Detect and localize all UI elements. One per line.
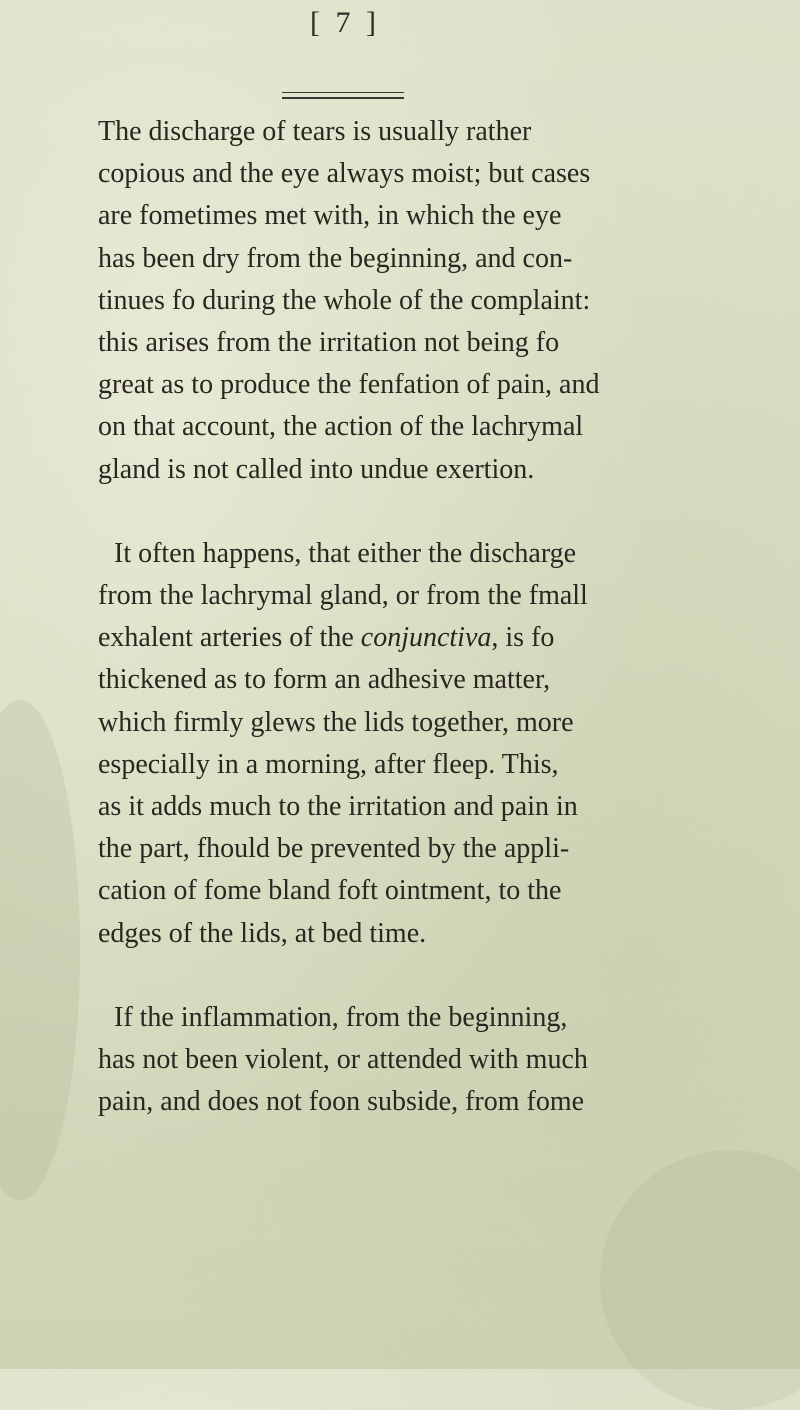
text-fragment: , is fo: [491, 622, 555, 654]
text-line: are fometimes met with, in which the eye: [98, 200, 562, 232]
paragraph-gap: [98, 955, 738, 997]
paragraph-3: [98, 997, 738, 1124]
text-line: as it adds much to the irritation and pain in: [98, 791, 578, 823]
text-line: pain, and does not foon subside, from fome: [98, 1086, 585, 1118]
paragraph-2: [98, 533, 738, 955]
text-line: especially in a morning, after fleep. This,: [98, 748, 559, 780]
text-line: from the lachrymal gland, or from the fmall: [98, 580, 588, 612]
text-line: this arises from the irritation not being fo: [98, 327, 560, 359]
text-fragment: exhalent arteries of the: [98, 622, 361, 654]
text-line: has not been violent, or attended with much: [98, 1044, 588, 1076]
text-line: which firmly glews the lids together, more: [98, 706, 574, 738]
text-line: [98, 617, 738, 659]
text-line: has been dry from the beginning, and con-: [98, 242, 573, 274]
page-number: [ 7 ]: [310, 6, 380, 39]
paper-stain: [600, 1150, 800, 1410]
text-line: The discharge of tears is usually rather: [98, 116, 532, 147]
text-line: edges of the lids, at bed time.: [98, 917, 427, 949]
text-line: on that account, the action of the lachrymal: [98, 411, 584, 443]
paper-stain: [0, 700, 80, 1200]
text-line: copious and the eye always moist; but cases: [98, 158, 591, 190]
text-line: It often happens, that either the discharge: [114, 537, 577, 569]
text-line: thickened as to form an adhesive matter,: [98, 664, 551, 696]
text-line: cation of fome bland foft ointment, to the: [98, 875, 562, 907]
paragraph-1: [98, 111, 738, 491]
italic-term: conjunctiva: [360, 622, 492, 654]
header-rule: [282, 92, 404, 99]
text-line: the part, fhould be prevented by the appli-: [98, 833, 570, 865]
text-line: great as to produce the fenfation of pain, and: [98, 369, 600, 401]
text-line: tinues fo during the whole of the complaint:: [98, 284, 591, 316]
text-line: gland is not called into undue exertion.: [98, 453, 535, 485]
text-line: If the inflammation, from the beginning,: [114, 1001, 568, 1033]
body-text: [98, 111, 738, 1123]
paragraph-gap: [98, 491, 738, 533]
